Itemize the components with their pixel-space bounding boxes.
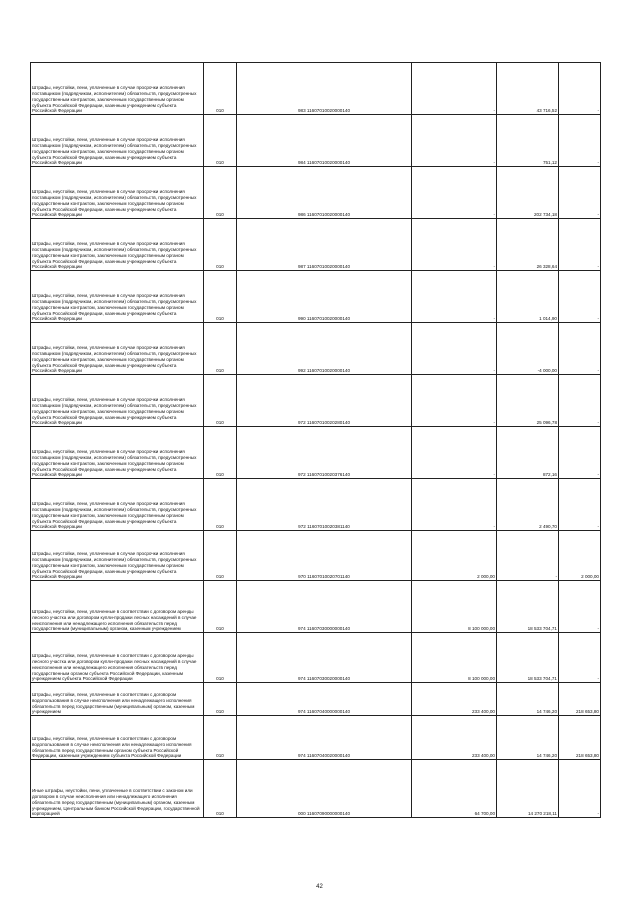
- row-code: 010: [204, 760, 237, 818]
- row-plan: -: [412, 375, 497, 427]
- row-rest: -: [559, 427, 601, 479]
- row-kbk: 970 11607010020701140: [237, 531, 412, 581]
- row-name: Штрафы, неустойки, пени, уплаченные в случае просрочки исполнения поставщиком (подрядчиком, исполнителем) обязательств, предусмотренных государственным контрактом, заключенным государственным органом субъекта Российской Федерации, казенным учреждением субъекта Российской Федерации: [31, 375, 204, 427]
- row-fact: 26 328,64: [497, 219, 559, 271]
- row-rest: -: [559, 219, 601, 271]
- row-code: 010: [204, 219, 237, 271]
- table-row: [31, 633, 601, 683]
- revenue-table: [30, 62, 601, 818]
- table-row: [31, 375, 601, 427]
- row-kbk: 972 11607010020376140: [237, 427, 412, 479]
- row-name: Штрафы, неустойки, пени, уплаченные в случае просрочки исполнения поставщиком (подрядчиком, исполнителем) обязательств, предусмотренных государственным контрактом, заключенным государственным органом субъекта Российской Федерации, казенным учреждением субъекта Российской Федерации: [31, 63, 204, 115]
- row-name: Штрафы, неустойки, пени, уплаченные в случае просрочки исполнения поставщиком (подрядчиком, исполнителем) обязательств, предусмотренных государственным контрактом, заключенным государственным органом субъекта Российской Федерации, казенным учреждением субъекта Российской Федерации: [31, 115, 204, 167]
- row-plan: -: [412, 219, 497, 271]
- row-code: 010: [204, 167, 237, 219]
- table-row: [31, 323, 601, 375]
- row-fact: 18 533 704,71: [497, 581, 559, 633]
- row-fact: 14 270 218,11: [497, 760, 559, 818]
- row-code: 010: [204, 271, 237, 323]
- row-kbk: 974 11607040020000140: [237, 716, 412, 760]
- row-fact: 25 096,78: [497, 375, 559, 427]
- row-name: Штрафы, неустойки, пени, уплаченные в случае просрочки исполнения поставщиком (подрядчиком, исполнителем) обязательств, предусмотренных государственным контрактом, заключенным государственным органом субъекта Российской Федерации, казенным учреждением субъекта Российской Федерации: [31, 531, 204, 581]
- row-plan: 2 000,00: [412, 531, 497, 581]
- row-fact: -: [497, 531, 559, 581]
- row-plan: -: [412, 479, 497, 531]
- row-code: 010: [204, 716, 237, 760]
- row-rest: -: [559, 479, 601, 531]
- row-fact: 1 014,90: [497, 271, 559, 323]
- row-rest: 218 653,80: [559, 716, 601, 760]
- row-name: Штрафы, неустойки, пени, уплаченные в соответствии с договором водопользования в случае неисполнения или ненадлежащего исполнения обязательств перед государственным органом субъекта Российской Федерации, казенным учреждением субъекта Российской Федерации: [31, 716, 204, 760]
- row-code: 010: [204, 115, 237, 167]
- row-rest: -: [559, 167, 601, 219]
- row-rest: -: [559, 633, 601, 683]
- row-kbk: 974 11607040000000140: [237, 683, 412, 716]
- row-fact: 43 716,52: [497, 63, 559, 115]
- row-fact: 14 746,20: [497, 716, 559, 760]
- report-sheet: [30, 62, 600, 818]
- table-row: [31, 531, 601, 581]
- row-plan: -: [412, 323, 497, 375]
- row-name: Штрафы, неустойки, пени, уплаченные в случае просрочки исполнения поставщиком (подрядчиком, исполнителем) обязательств, предусмотренных государственным контрактом, заключенным государственным органом субъекта Российской Федерации, казенным учреждением субъекта Российской Федерации: [31, 271, 204, 323]
- row-code: 010: [204, 375, 237, 427]
- row-fact: -4 000,00: [497, 323, 559, 375]
- table-row: [31, 479, 601, 531]
- table-row: [31, 271, 601, 323]
- table-body: [31, 63, 601, 818]
- row-plan: -: [412, 63, 497, 115]
- row-kbk: 983 11607010020000140: [237, 63, 412, 115]
- row-plan: -: [412, 115, 497, 167]
- row-code: 010: [204, 531, 237, 581]
- row-plan: 233 400,00: [412, 716, 497, 760]
- row-name: Штрафы, неустойки, пени, уплаченные в случае просрочки исполнения поставщиком (подрядчиком, исполнителем) обязательств, предусмотренных государственным контрактом, заключенным государственным органом субъекта Российской Федерации, казенным учреждением субъекта Российской Федерации: [31, 323, 204, 375]
- table-row: [31, 167, 601, 219]
- row-plan: 64 700,00: [412, 760, 497, 818]
- row-kbk: 974 11607030000000140: [237, 581, 412, 633]
- row-fact: 872,16: [497, 427, 559, 479]
- row-name: Штрафы, неустойки, пени, уплаченные в соответствии с договором аренды лесного участка или договором купли-продажи лесных насаждений в случае неисполнения или ненадлежащего исполнения обязательств перед государственным (муниципальным) органом, казенным учреждением: [31, 581, 204, 633]
- row-rest: -: [559, 323, 601, 375]
- row-kbk: 972 11607010020280140: [237, 375, 412, 427]
- row-fact: 18 533 704,71: [497, 633, 559, 683]
- row-kbk: 987 11607010020000140: [237, 219, 412, 271]
- row-code: 010: [204, 427, 237, 479]
- row-name: Штрафы, неустойки, пени, уплаченные в случае просрочки исполнения поставщиком (подрядчиком, исполнителем) обязательств, предусмотренных государственным контрактом, заключенным государственным органом субъекта Российской Федерации, казенным учреждением субъекта Российской Федерации: [31, 167, 204, 219]
- row-rest: -: [559, 581, 601, 633]
- row-rest: 218 653,80: [559, 683, 601, 716]
- page-number: 42: [316, 884, 323, 890]
- row-plan: -: [412, 167, 497, 219]
- table-row: [31, 716, 601, 760]
- row-code: 010: [204, 323, 237, 375]
- row-fact: 202 734,18: [497, 167, 559, 219]
- row-kbk: 000 11607090000000140: [237, 760, 412, 818]
- table-row: [31, 683, 601, 716]
- row-code: 010: [204, 581, 237, 633]
- row-name: Штрафы, неустойки, пени, уплаченные в соответствии с договором аренды лесного участка или договором купли-продажи лесных насаждений в случае неисполнения или ненадлежащего исполнения обязательств перед государственным органом субъекта Российской Федерации, казенным учреждением субъекта Российской Федерации: [31, 633, 204, 683]
- row-rest: -: [559, 115, 601, 167]
- row-name: Иные штрафы, неустойки, пени, уплаченные в соответствии с законом или договором в случае неисполнения или ненадлежащего исполнения обязательств перед государственным (муниципальным) органом, казенным учреждением, Центральным банком Российской Федерации, государственной корпорацией: [31, 760, 204, 818]
- row-rest: -: [559, 760, 601, 818]
- row-name: Штрафы, неустойки, пени, уплаченные в случае просрочки исполнения поставщиком (подрядчиком, исполнителем) обязательств, предусмотренных государственным контрактом, заключенным государственным органом субъекта Российской Федерации, казенным учреждением субъекта Российской Федерации: [31, 219, 204, 271]
- row-kbk: 974 11607030020000140: [237, 633, 412, 683]
- row-name: Штрафы, неустойки, пени, уплаченные в случае просрочки исполнения поставщиком (подрядчиком, исполнителем) обязательств, предусмотренных государственным контрактом, заключенным государственным органом субъекта Российской Федерации, казенным учреждением субъекта Российской Федерации: [31, 427, 204, 479]
- row-kbk: 992 11607010020000140: [237, 323, 412, 375]
- row-rest: 2 000,00: [559, 531, 601, 581]
- row-code: 010: [204, 63, 237, 115]
- row-plan: 233 400,00: [412, 683, 497, 716]
- row-name: Штрафы, неустойки, пени, уплаченные в соответствии с договором водопользования в случае неисполнения или ненадлежащего исполнения обязательств перед государственным (муниципальным) органом, казенным учреждением: [31, 683, 204, 716]
- table-row: [31, 427, 601, 479]
- row-fact: 751,12: [497, 115, 559, 167]
- row-rest: -: [559, 375, 601, 427]
- row-kbk: 984 11607010020000140: [237, 115, 412, 167]
- row-plan: -: [412, 271, 497, 323]
- table-row: [31, 115, 601, 167]
- row-fact: 14 746,20: [497, 683, 559, 716]
- table-row: [31, 63, 601, 115]
- row-rest: -: [559, 271, 601, 323]
- row-code: 010: [204, 633, 237, 683]
- row-plan: 8 100 000,00: [412, 633, 497, 683]
- row-plan: 8 100 000,00: [412, 581, 497, 633]
- table-row: [31, 219, 601, 271]
- row-plan: -: [412, 427, 497, 479]
- row-fact: 2 490,70: [497, 479, 559, 531]
- row-name: Штрафы, неустойки, пени, уплаченные в случае просрочки исполнения поставщиком (подрядчиком, исполнителем) обязательств, предусмотренных государственным контрактом, заключенным государственным органом субъекта Российской Федерации, казенным учреждением субъекта Российской Федерации: [31, 479, 204, 531]
- row-kbk: 990 11607010020000140: [237, 271, 412, 323]
- table-row: [31, 760, 601, 818]
- table-row: [31, 581, 601, 633]
- row-kbk: 986 11607010020000140: [237, 167, 412, 219]
- row-code: 010: [204, 683, 237, 716]
- row-rest: -: [559, 63, 601, 115]
- row-code: 010: [204, 479, 237, 531]
- row-kbk: 972 11607010020381140: [237, 479, 412, 531]
